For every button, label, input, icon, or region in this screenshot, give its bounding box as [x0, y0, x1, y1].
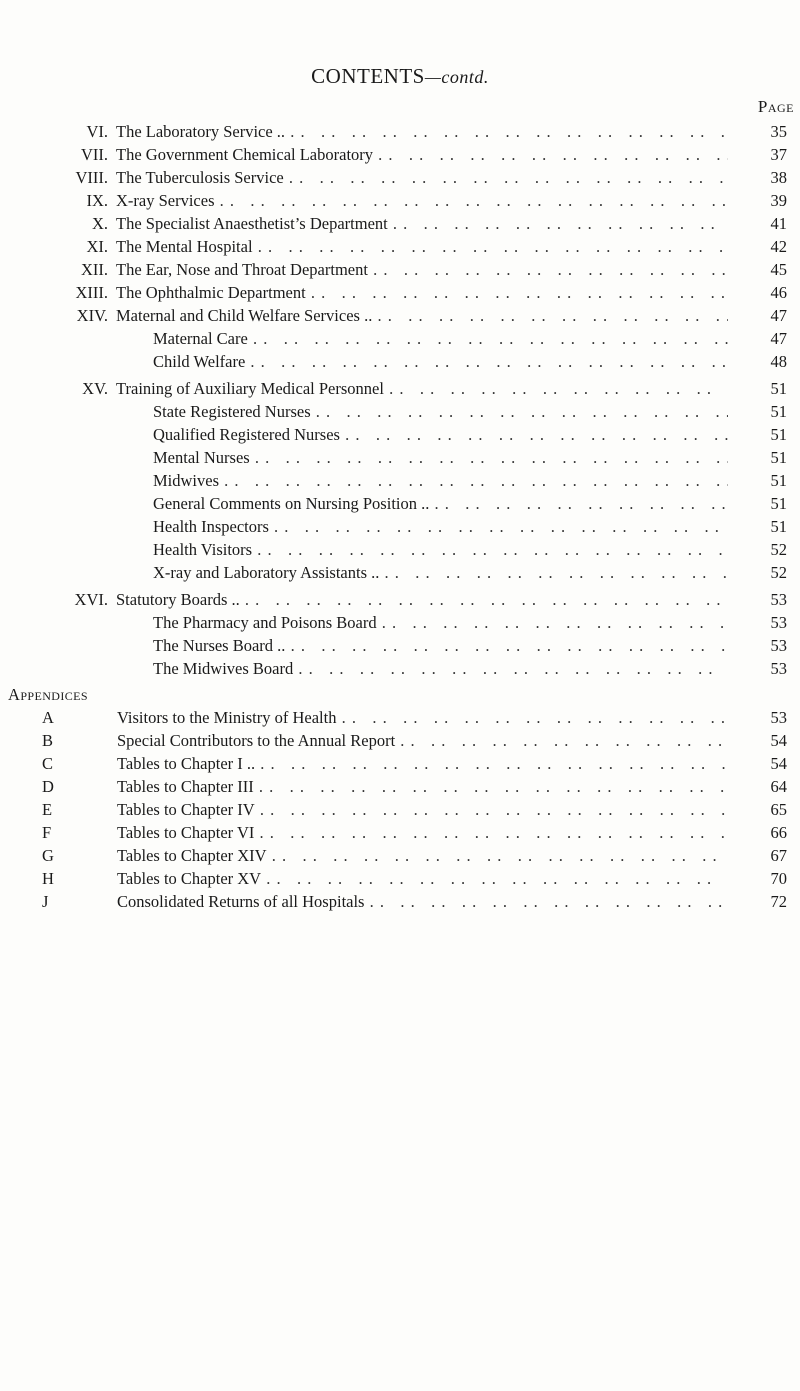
- entry-title: Health Visitors . .: [153, 539, 728, 561]
- entry-title: State Registered Nurses . .: [153, 401, 728, 423]
- chapter-number: X.: [91, 214, 108, 233]
- appendix-entry: [0, 891, 800, 913]
- chapter-number: XIV.: [76, 306, 108, 325]
- chapter-number: XI.: [86, 237, 108, 256]
- page-number: 51: [747, 401, 787, 423]
- contents-heading: CONTENTS: [311, 64, 425, 88]
- entry-title: The Ear, Nose and Throat Department . .: [116, 259, 728, 281]
- entry-title: General Comments on Nursing Position .. . .: [153, 493, 728, 515]
- toc-subentry: [0, 493, 800, 515]
- entry-title: Tables to Chapter XV . .: [117, 868, 728, 890]
- chapter-number: XIII.: [75, 283, 108, 302]
- entry-title: Training of Auxiliary Medical Personnel . .: [116, 378, 728, 400]
- toc-entry: [0, 121, 800, 143]
- page-number: 72: [747, 891, 787, 913]
- page-number: 52: [747, 539, 787, 561]
- entry-title: The Tuberculosis Service . .: [116, 167, 728, 189]
- entry-title: Statutory Boards .. . .: [116, 589, 728, 611]
- entry-title: X-ray Services . .: [116, 190, 728, 212]
- page-number: 52: [747, 562, 787, 584]
- appendix-letter: C: [42, 754, 54, 773]
- page-number: 54: [747, 730, 787, 752]
- toc-entry: [0, 144, 800, 166]
- toc-subentry: [0, 612, 800, 634]
- page-number: 42: [747, 236, 787, 258]
- toc-subentry: [0, 401, 800, 423]
- appendix-letter: H: [42, 869, 54, 888]
- toc-subentry: [0, 328, 800, 350]
- page-number: 53: [747, 589, 787, 611]
- appendix-entry: [0, 845, 800, 867]
- appendix-letter: J: [42, 892, 49, 911]
- appendix-letter: A: [42, 708, 54, 727]
- entry-title: Tables to Chapter IV . .: [117, 799, 728, 821]
- appendix-entry: [0, 753, 800, 775]
- entry-title: The Laboratory Service .. . .: [116, 121, 728, 143]
- toc-entry: [0, 190, 800, 212]
- entry-title: The Specialist Anaesthetist’s Department . .: [116, 213, 728, 235]
- page-number: 48: [747, 351, 787, 373]
- page-number: 46: [747, 282, 787, 304]
- toc-subentry: [0, 658, 800, 680]
- entry-title: Child Welfare . .: [153, 351, 728, 373]
- page-number: 65: [747, 799, 787, 821]
- chapter-number: IX.: [86, 191, 108, 210]
- page-number: 39: [747, 190, 787, 212]
- appendix-entry: [0, 799, 800, 821]
- entry-title: The Government Chemical Laboratory . .: [116, 144, 728, 166]
- page-number: 51: [747, 447, 787, 469]
- appendix-letter: G: [42, 846, 54, 865]
- appendix-letter: B: [42, 731, 54, 750]
- toc-subentry: [0, 635, 800, 657]
- page-number: 66: [747, 822, 787, 844]
- page-number: 51: [747, 493, 787, 515]
- toc-entry: [0, 259, 800, 281]
- entry-title: Mental Nurses . .: [153, 447, 728, 469]
- page-column-heading: Page: [757, 97, 794, 116]
- toc-entry: [0, 305, 800, 327]
- entry-title: Visitors to the Ministry of Health . .: [117, 707, 728, 729]
- entry-title: Qualified Registered Nurses . .: [153, 424, 728, 446]
- page-number: 35: [747, 121, 787, 143]
- appendices-heading: Appendices: [8, 685, 88, 704]
- entry-title: The Midwives Board . .: [153, 658, 728, 680]
- toc-subentry: [0, 351, 800, 373]
- appendix-letter: F: [42, 823, 52, 842]
- page-number: 47: [747, 328, 787, 350]
- entry-title: The Ophthalmic Department . .: [116, 282, 728, 304]
- page-number: 51: [747, 516, 787, 538]
- chapter-number: XV.: [82, 379, 108, 398]
- appendix-entry: [0, 868, 800, 890]
- toc-subentry: [0, 562, 800, 584]
- page-number: 70: [747, 868, 787, 890]
- entry-title: Tables to Chapter VI . .: [117, 822, 728, 844]
- page-number: 67: [747, 845, 787, 867]
- entry-title: Health Inspectors . .: [153, 516, 728, 538]
- toc-entry: [0, 282, 800, 304]
- page-number: 53: [747, 707, 787, 729]
- toc-subentry: [0, 470, 800, 492]
- chapter-number: VII.: [80, 145, 108, 164]
- toc-entry: [0, 213, 800, 235]
- toc-entry: [0, 378, 800, 400]
- appendix-letter: D: [42, 777, 54, 796]
- entry-title: The Nurses Board .. . .: [153, 635, 728, 657]
- chapter-number: VIII.: [75, 168, 108, 187]
- entry-title: Maternal and Child Welfare Services .. . .: [116, 305, 728, 327]
- page-number: 53: [747, 658, 787, 680]
- chapter-number: XII.: [80, 260, 108, 279]
- page-number: 54: [747, 753, 787, 775]
- page-title: [0, 64, 800, 89]
- page-number: 64: [747, 776, 787, 798]
- entry-title: Midwives . .: [153, 470, 728, 492]
- toc-entry: [0, 167, 800, 189]
- contd-label: —contd.: [424, 67, 489, 87]
- chapter-number: VI.: [86, 122, 108, 141]
- toc-entry: [0, 589, 800, 611]
- toc-subentry: [0, 424, 800, 446]
- appendices-heading-row: [0, 684, 800, 706]
- page-number: 51: [747, 378, 787, 400]
- appendix-entry: [0, 822, 800, 844]
- entry-title: The Pharmacy and Poisons Board . .: [153, 612, 728, 634]
- chapter-number: XVI.: [74, 590, 108, 609]
- entry-title: Consolidated Returns of all Hospitals . .: [117, 891, 728, 913]
- entry-title: Tables to Chapter XIV . .: [117, 845, 728, 867]
- page-number: 41: [747, 213, 787, 235]
- entry-title: The Mental Hospital . .: [116, 236, 728, 258]
- toc-subentry: [0, 539, 800, 561]
- entry-title: Tables to Chapter I .. . .: [117, 753, 728, 775]
- page-number: 51: [747, 470, 787, 492]
- entry-title: Maternal Care . .: [153, 328, 728, 350]
- page-number: 53: [747, 612, 787, 634]
- page-number: 38: [747, 167, 787, 189]
- appendix-letter: E: [42, 800, 53, 819]
- page-number: 51: [747, 424, 787, 446]
- appendix-entry: [0, 730, 800, 752]
- page-number: 47: [747, 305, 787, 327]
- appendix-entry: [0, 776, 800, 798]
- appendix-entry: [0, 707, 800, 729]
- toc-entry: [0, 236, 800, 258]
- toc-subentry: [0, 516, 800, 538]
- toc-subentry: [0, 447, 800, 469]
- entry-title: X-ray and Laboratory Assistants .. . .: [153, 562, 728, 584]
- entry-title: Special Contributors to the Annual Report . .: [117, 730, 728, 752]
- page-number: 37: [747, 144, 787, 166]
- page-number: 53: [747, 635, 787, 657]
- entry-title: Tables to Chapter III . .: [117, 776, 728, 798]
- page-number: 45: [747, 259, 787, 281]
